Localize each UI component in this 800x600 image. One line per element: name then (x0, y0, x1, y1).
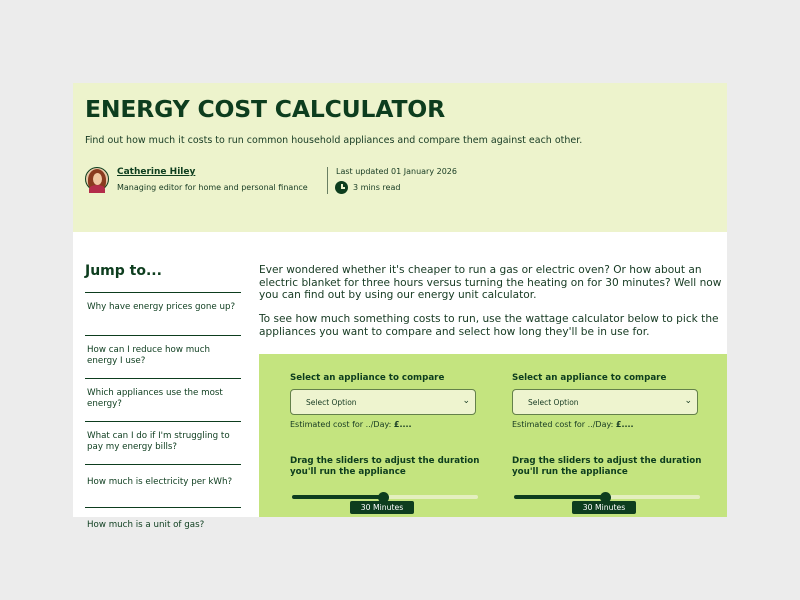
energy-calculator (259, 354, 727, 517)
estimated-cost-value: £.... (393, 420, 412, 429)
estimated-cost-2 (512, 420, 634, 429)
duration-value-badge: 30 Minutes (350, 501, 414, 514)
appliance-select-label: Select an appliance to compare (290, 373, 445, 383)
duration-slider-label: Drag the sliders to adjust the duration you'll run the appliance (290, 456, 480, 477)
estimated-cost-value: £.... (615, 420, 634, 429)
article-page (73, 83, 727, 530)
page-title: ENERGY COST CALCULATOR (85, 95, 445, 123)
estimated-cost-label: Estimated cost for ../Day: (512, 420, 616, 429)
estimated-cost-1 (290, 420, 412, 429)
last-updated: Last updated 01 January 2026 (336, 167, 457, 176)
appliance-select-2[interactable] (512, 389, 698, 415)
author-avatar[interactable] (85, 167, 109, 191)
intro-paragraph-2: To see how much something costs to run, use the wattage calculator below to pick the appliances you want to compare and select how long they'll be in use for. (259, 313, 719, 338)
jump-to-heading: Jump to... (85, 263, 162, 279)
meta-divider (327, 167, 328, 194)
jump-to-list (85, 292, 241, 550)
appliance-select-label: Select an appliance to compare (512, 373, 667, 383)
duration-value-badge: 30 Minutes (572, 501, 636, 514)
appliance-select-1[interactable] (290, 389, 476, 415)
jump-link-energy-prices[interactable]: Why have energy prices gone up? (85, 292, 241, 335)
author-role: Managing editor for home and personal finance (117, 183, 308, 192)
chevron-down-icon: ⌄ (684, 396, 692, 406)
estimated-cost-label: Estimated cost for ../Day: (290, 420, 394, 429)
read-time: 3 mins read (353, 183, 401, 192)
intro-paragraph-1: Ever wondered whether it's cheaper to run a gas or electric oven? Or how about an electric blanket for three hours versus turning the heating on for 30 minutes? Well now you can find out by using our energy unit calculator. (259, 264, 722, 301)
author-name-link[interactable]: Catherine Hiley (117, 167, 196, 177)
jump-link-unit-of-gas[interactable]: How much is a unit of gas? (85, 507, 241, 550)
duration-slider-label: Drag the sliders to adjust the duration you'll run the appliance (512, 456, 702, 477)
appliance-select-value: Select Option (306, 398, 357, 407)
appliance-select-value: Select Option (528, 398, 579, 407)
slider-fill (292, 495, 383, 499)
jump-link-reduce-energy[interactable]: How can I reduce how much energy I use? (85, 335, 241, 378)
jump-link-struggling-bills[interactable]: What can I do if I'm struggling to pay my energy bills? (85, 421, 241, 464)
jump-link-electricity-kwh[interactable]: How much is electricity per kWh? (85, 464, 241, 507)
clock-icon (335, 181, 348, 194)
article-header (73, 83, 727, 232)
slider-fill (514, 495, 605, 499)
jump-link-appliances-most-energy[interactable]: Which appliances use the most energy? (85, 378, 241, 421)
chevron-down-icon: ⌄ (462, 396, 470, 406)
article-standfirst: Find out how much it costs to run common household appliances and compare them against each other. (85, 135, 583, 146)
